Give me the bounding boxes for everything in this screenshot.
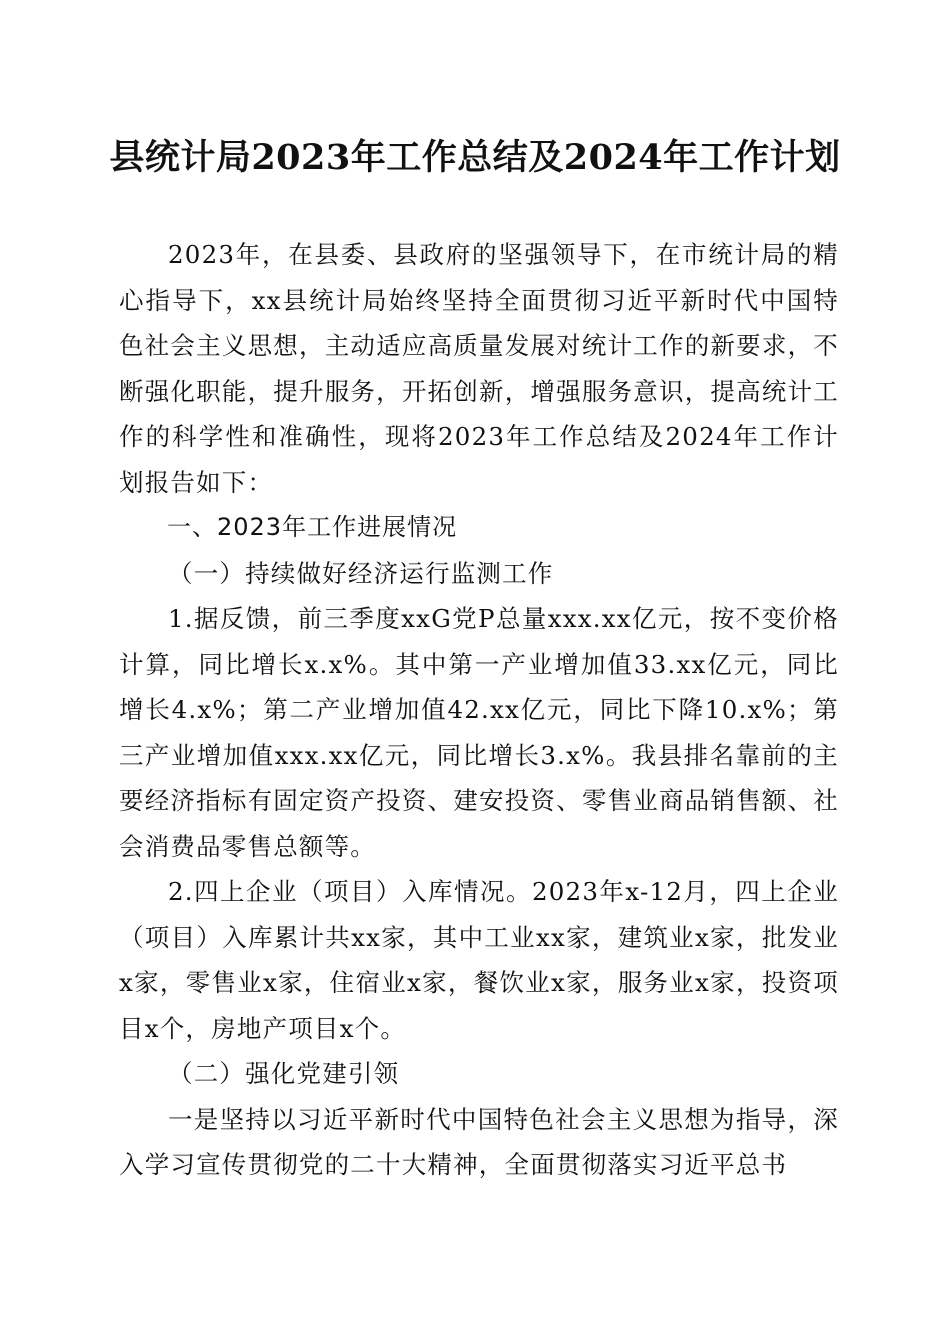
paragraph-party-study: 一是坚持以习近平新时代中国特色社会主义思想为指导，深入学习宣传贯彻党的二十大精神，全面贯彻落实习近平总书 xyxy=(119,1104,839,1179)
intro-paragraph: 2023年，在县委、县政府的坚强领导下，在市统计局的精心指导下，xx县统计局始终坚持全面贯彻习近平新时代中国特色社会主义思想，主动适应高质量发展对统计工作的新要求，不断强化职能，提升服务，开拓创新，增强服务意识，提高统计工作的科学性和准确性，现将2023年工作总结及2024年工作计划报告如下： xyxy=(119,240,839,497)
paragraph-enterprise-entry: 2.四上企业（项目）入库情况。2023年x-12月，四上企业（项目）入库累计共xx家，其中工业xx家，建筑业x家，批发业x家，零售业x家，住宿业x家，餐饮业x家，服务业x家，投资项目x个，房地产项目x个。 xyxy=(119,877,839,1043)
subsection-heading-party-building: （二）强化党建引领 xyxy=(168,1059,400,1088)
document-body xyxy=(119,232,839,1188)
subsection-heading-monitoring: （一）持续做好经济运行监测工作 xyxy=(168,558,554,588)
paragraph-gdp-feedback: 1.据反馈，前三季度xxG党P总量xxx.xx亿元，按不变价格计算，同比增长x.x%。其中第一产业增加值33.xx亿元，同比增长4.x%；第二产业增加值42.xx亿元，同比下降10.x%；第三产业增加值xxx.xx亿元，同比增长3.x%。我县排名靠前的主要经济指标有固定资产投资、建安投资、零售业商品销售额、社会消费品零售总额等。 xyxy=(119,604,839,861)
document-title: 县统计局2023年工作总结及2024年工作计划 xyxy=(109,137,841,178)
section-heading-progress: 一、2023年工作进展情况 xyxy=(167,513,458,541)
